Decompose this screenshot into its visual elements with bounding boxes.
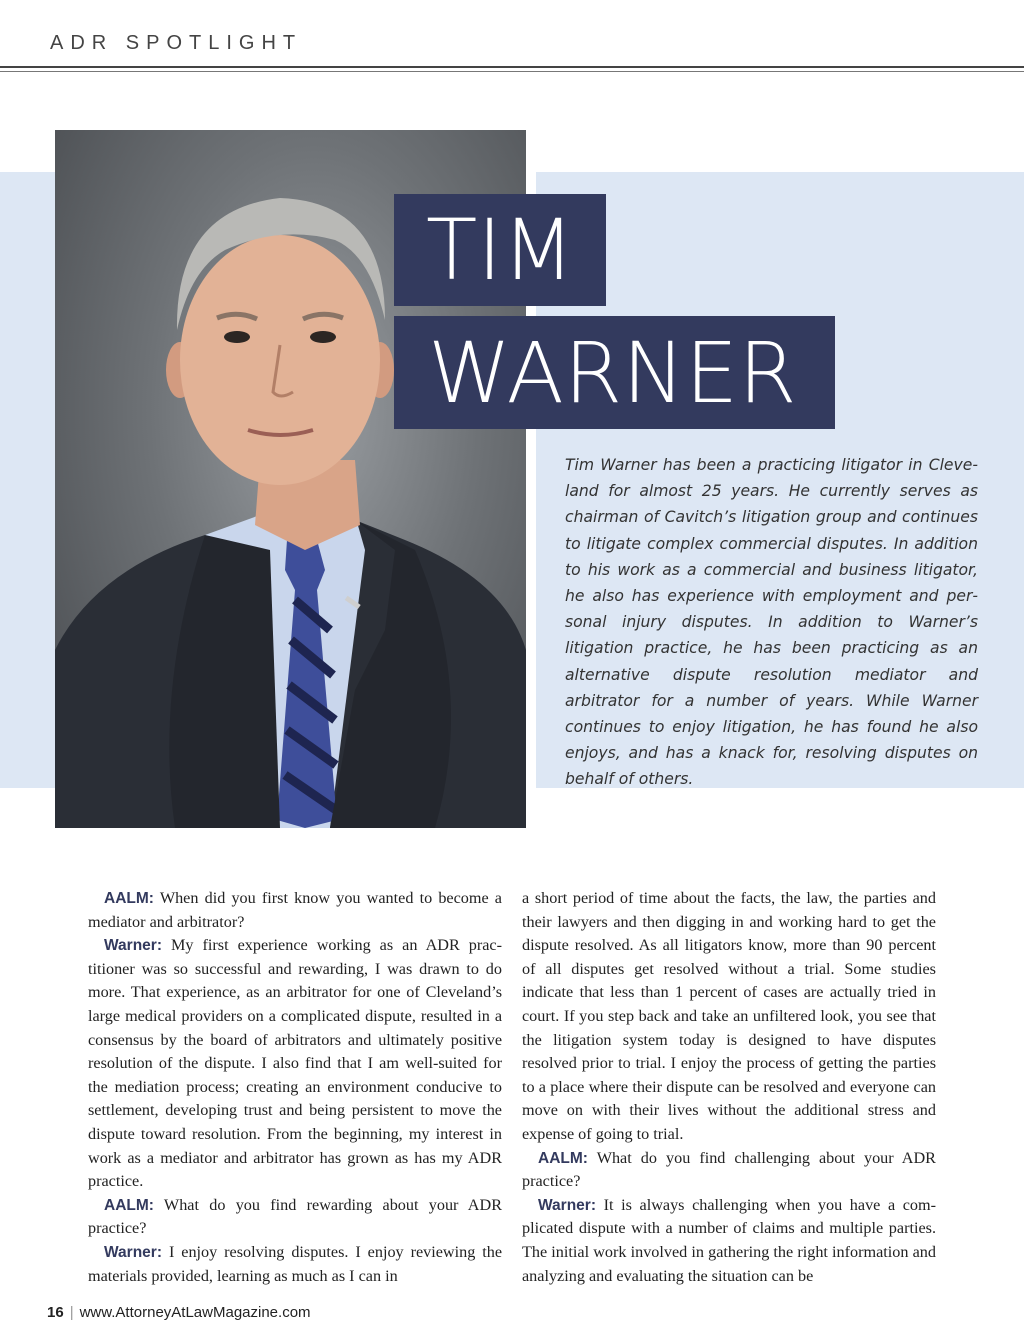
header-rule-thin xyxy=(0,71,1024,72)
last-name-box xyxy=(394,316,835,429)
paragraph-text: a short period of time about the facts, the law, the parties and their lawyers and then digging in and working hard to get the dispute resolved. As all litigators know, more than 90 percent of all disputes get resolved without a trial. Some studies indicate that less than 1 percent of cases are actually tried in court. If you step back and take an unfiltered look, you see that the litigation system today is designed to have disputes resolved prior to trial. I enjoy the process of getting the parties to a place where their dispute can be resolved and everyone can move on with their lives without the additional stress and expense of going to trial. xyxy=(522,889,936,1143)
paragraph xyxy=(522,887,936,1147)
speaker-label: AALM: xyxy=(104,890,154,907)
footer-separator: | xyxy=(69,1304,74,1321)
paragraph xyxy=(88,934,502,1194)
website-link[interactable]: www.AttorneyAtLawMagazine.com xyxy=(79,1304,311,1321)
paragraph xyxy=(522,1147,936,1194)
paragraph-text: My first experience working as an ADR practitioner was so successful and rewarding, I was drawn to do more. That experience, as an arbitrator for one of Cleveland’s large medical providers on a complicated dispute, resulted in a consensus by the board of arbitrators and ultimately positive resolution of the dispute. I also find that I am well-suited for the mediation process; creating an environment conducive to settlement, developing trust and being persistent to move the dispute toward resolution. From the beginning, my interest in work as a mediator and arbitrator has grown as has my ADR practice. xyxy=(88,936,502,1191)
article-left-column xyxy=(88,887,502,1288)
paragraph-text: I enjoy resolving disputes. I enjoy reviewing the materials provided, learning as much as I can in xyxy=(88,1242,503,1285)
paragraph xyxy=(522,1194,936,1288)
intro-paragraph: Tim Warner has been a practicing litigator in Cleveland for almost 25 years. He currently serves as chairman of Cavitch’s litigation group and continues to litigate complex commercial disputes. In addition to his work as a commercial and business litigator, he also has experience with employment and personal injury disputes. In addition to Warner’s litigation practice, he has been practicing as an alternative dispute resolution mediator and arbitrator for a number of years. While Warner continues to enjoy litigation, he has found he also enjoys, and has a knack for, resolving disputes on behalf of others. xyxy=(565,456,978,789)
section-header: ADR SPOTLIGHT xyxy=(50,32,303,54)
paragraph xyxy=(88,1194,502,1241)
speaker-label: AALM: xyxy=(104,1196,154,1214)
paragraph-text: What do you find challenging about your ADR practice? xyxy=(522,1148,936,1191)
paragraph-text: When did you first know you wanted to become a mediator and arbitrator? xyxy=(88,889,502,931)
article-right-column xyxy=(522,887,936,1288)
speaker-label: Warner: xyxy=(104,937,162,955)
speaker-label: Warner: xyxy=(104,1243,162,1261)
page-footer xyxy=(47,1304,311,1321)
paragraph xyxy=(88,1241,502,1288)
first-name: TIM xyxy=(426,201,575,299)
header-rule xyxy=(0,66,1024,68)
paragraph xyxy=(88,887,502,934)
paragraph-text: What do you find rewarding about your ADR practice? xyxy=(88,1195,502,1238)
speaker-label: Warner: xyxy=(538,1196,596,1214)
page-number: 16 xyxy=(47,1304,64,1321)
speaker-label: AALM: xyxy=(538,1149,588,1167)
paragraph-text: It is always challenging when you have a complicated dispute with a number of claims and multiple parties. The initial work involved in gathering the right information and analyzing and evaluating the situation can be xyxy=(522,1195,937,1285)
first-name-box xyxy=(394,194,606,306)
last-name: WARNER xyxy=(428,323,797,422)
